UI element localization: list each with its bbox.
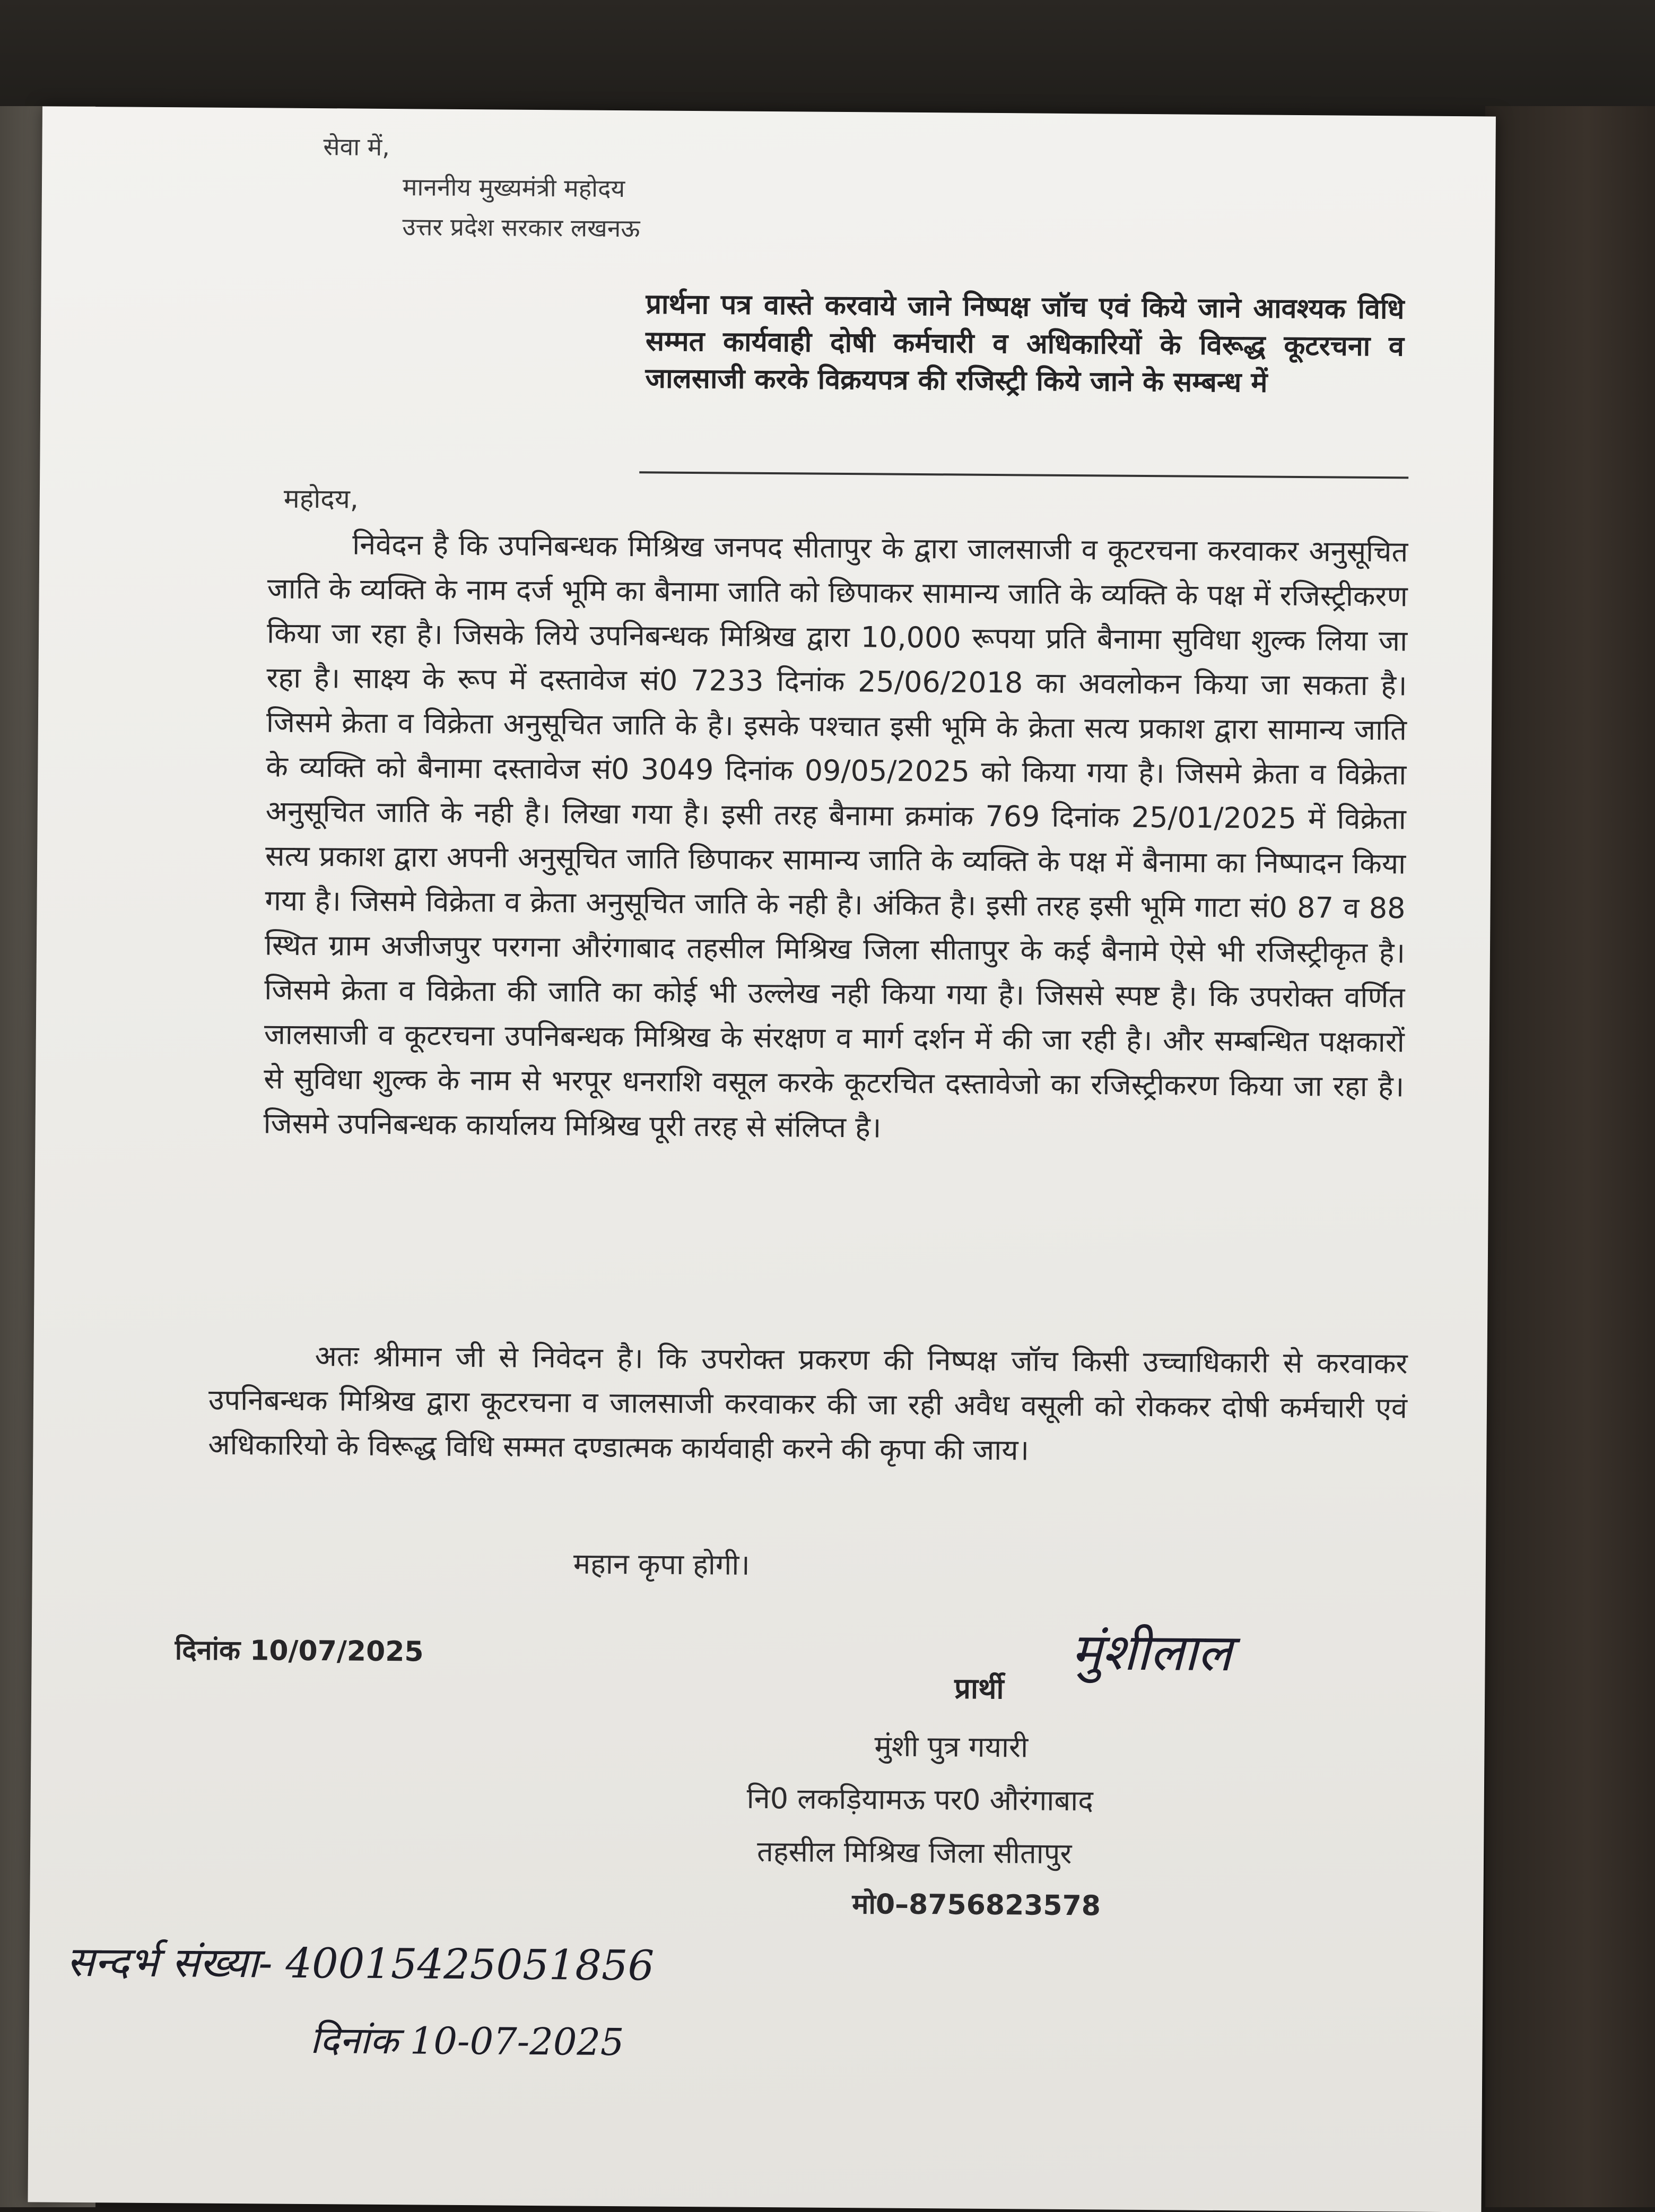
salutation-to: सेवा में, [323,132,390,162]
body-paragraph-2: अतः श्रीमान जी से निवेदन है। कि उपरोक्त प्रकरण की निष्पक्ष जॉच किसी उच्चाधिकारी से करवाकर उपनिबन्धक मिश्रिख द्वारा कूटरचना व जालसाजी करवाकर की जा रही अवैध वसूली को रोककर दोषी कर्मचारी एवं अधिकारियो के विरूद्ध विधि सम्मत दण्डात्मक कार्यवाही करने की कृपा की जाय। [208,1339,1408,1467]
background-right [1485,106,1655,2207]
letter-date: दिनांक 10/07/2025 [175,1634,424,1668]
applicant-signature: मुंशीलाल [1071,1622,1232,1683]
body-paragraph-1: निवेदन है कि उपनिबन्धक मिश्रिख जनपद सीतापुर के द्वारा जालसाजी व कूटरचना करवाकर अनुसूचित जाति के व्यक्ति के नाम दर्ज भूमि का बैनामा जाति को छिपाकर सामान्य जाति के व्यक्ति के पक्ष में रजिस्ट्रीकरण किया जा रहा है। जिसके लिये उपनिबन्धक मिश्रिख द्वारा 10,000 रूपया प्रति बैनामा सुविधा शुल्क लिया जा रहा है। साक्ष्य के रूप में दस्तावेज सं0 7233 दिनांक 25/06/2018 का अवलोकन किया जा सकता है। जिसमे क्रेता व विक्रेता अनुसूचित जाति के है। इसके पश्चात इसी भूमि के क्रेता सत्य प्रकाश द्वारा सामान्य जाति के व्यक्ति को बैनामा दस्तावेज सं0 3049 दिनांक 09/05/2025 को किया गया है। जिसमे क्रेता व विक्रेता अनुसूचित जाति के नही है। लिखा गया है। इसी तरह बैनामा क्रमांक 769 दिनांक 25/01/2025 में विक्रेता सत्य प्रकाश द्वारा अपनी अनुसूचित जाति छिपाकर सामान्य जाति के व्यक्ति के पक्ष में बैनामा का निष्पादन किया गया है। जिसमे विक्रेता व क्रेता अनुसूचित जाति के नही है। अंकित है। इसी तरह इसी भूमि गाटा सं0 87 व 88 स्थित ग्राम अजीजपुर परगना औरंगाबाद तहसील मिश्रिख जिला सीतापुर के कई बैनामे ऐसे भी रजिस्ट्रीकृत है। जिसमे क्रेता व विक्रेता की जाति का कोई भी उल्लेख नही किया गया है। जिससे स्पष्ट है। कि उपरोक्त वर्णित जालसाजी व कूटरचना उपनिबन्धक मिश्रिख के संरक्षण व मार्ग दर्शन में की जा रही है। और सम्बन्धित पक्षकारों से सुविधा शुल्क के नाम से भरपूर धनराशि वसूल करके कूटरचित दस्तावेजो का रजिस्ट्रीकरण किया जा रहा है। जिसमे उपनिबन्धक कार्यालय मिश्रिख पूरी तरह से संलिप्त है। [263,527,1408,1144]
handwritten-reference-number: सन्दर्भ संख्या- 40015425051856 [66,1938,655,1990]
applicant-address-line-2: तहसील मिश्रिख जिला सीतापुर [756,1834,1072,1871]
closing-line: महान कृपा होगी। [573,1547,751,1582]
subject-underline [639,471,1408,479]
addressee-line-2: उत्तर प्रदेश सरकार लखनऊ [402,212,640,243]
handwritten-reference-date: दिनांक 10-07-2025 [310,2018,624,2064]
applicant-name: मुंशी पुत्र गयारी [874,1729,1029,1764]
applicant-mobile: मो0–8756823578 [852,1888,1101,1922]
greeting: महोदय, [283,483,359,515]
letter-paper [28,106,1496,2212]
applicant-label: प्रार्थी [954,1671,1004,1706]
letter-subject: प्रार्थना पत्र वास्ते करवाये जाने निष्पक्ष जॉच एवं किये जाने आवश्यक विधि सम्मत कार्यवाही दोषी कर्मचारी व अधिकारियों के विरूद्ध कूटरचना व जालसाजी करके विक्रयपत्र की रजिस्ट्री किये जाने के सम्बन्ध में [645,288,1405,399]
addressee-line-1: माननीय मुख्यमंत्री महोदय [402,172,625,203]
applicant-address-line-1: नि0 लकड़ियामऊ पर0 औरंगाबाद [746,1781,1094,1818]
